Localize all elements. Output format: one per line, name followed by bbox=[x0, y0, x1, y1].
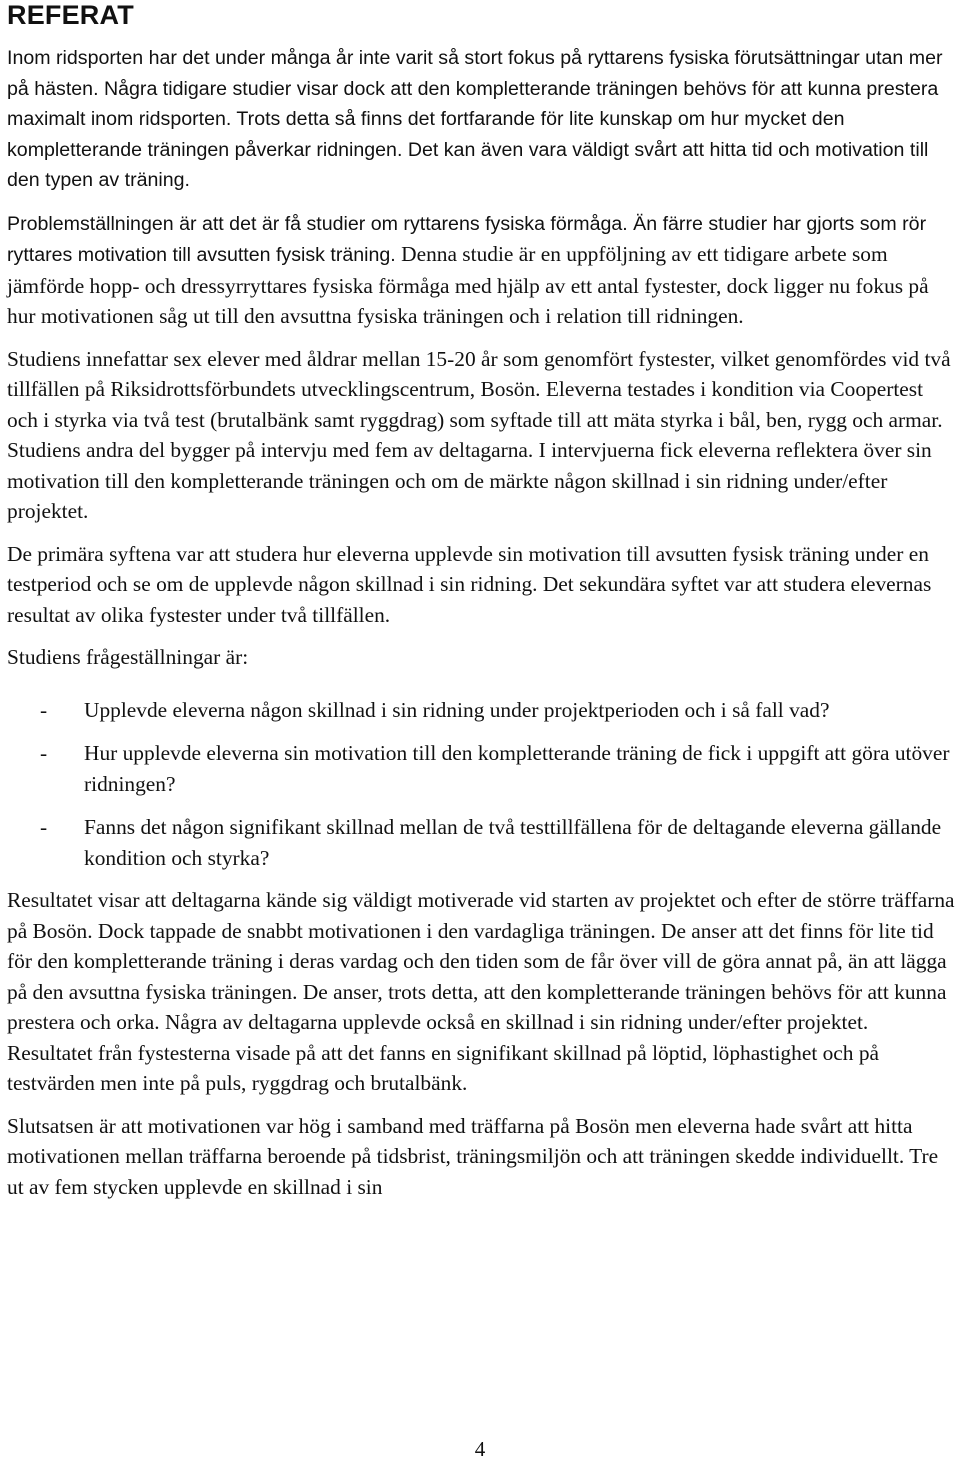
research-questions-list bbox=[7, 695, 955, 874]
research-question-text: Upplevde eleverna någon skillnad i sin ridning under projektperioden och i så fall vad? bbox=[84, 697, 830, 722]
paragraph-background-line-2: Några tidigare studier visar dock att den kompletterande träningen behövs för att kunna prestera maximalt inom ridsporten. bbox=[7, 77, 939, 130]
paragraph-problem bbox=[7, 208, 955, 332]
list-dash: - bbox=[40, 697, 48, 722]
document-page bbox=[7, 0, 955, 1202]
research-question bbox=[7, 695, 955, 726]
questions-intro: Studiens frågeställningar är: bbox=[7, 645, 249, 669]
research-question bbox=[7, 738, 955, 799]
list-dash: - bbox=[40, 815, 48, 839]
paragraph-background-line-1: Inom ridsporten har det under många år inte varit så stort fokus på ryttarens fysiska förutsättningar utan mer på hästen. bbox=[7, 47, 943, 100]
abstract-heading: REFERAT bbox=[7, 0, 134, 30]
research-question-text: Fanns det någon signifikant skillnad mellan de två testtillfällena för de deltagande eleverna gällande kondition och styrka? bbox=[84, 815, 942, 870]
paragraph-problem-sans: Problemställningen är att det är få studier om ryttarens fysiska förmåga. Än färre studier har gjorts som rör ryttares motivation till avsutten fysisk träning. bbox=[7, 212, 927, 266]
list-dash: - bbox=[40, 741, 48, 765]
paragraph-conclusion: Slutsatsen är att motivationen var hög i samband med träffarna på Bosön men eleverna hade svårt att hitta motivationen mellan träffarna beroende på tidsbrist, träningsmiljön och att träningen skedde individuellt. Tre ut av fem stycken upplevde en skillnad i sin bbox=[7, 1113, 939, 1199]
paragraph-background bbox=[7, 43, 955, 196]
paragraph-results: Resultatet visar att deltagarna kände sig väldigt motiverade vid starten av projektet och efter de större träffarna på Bosön. Dock tappade de snabbt motivationen i den vardagliga träningen. De anser att det finns för lite tid för den kompletterande träning i deras vardag och den tiden som de får över vill de göra annat på, än att lägga på den avsuttna fysiska träningen. De anser, trots detta, att den kompletterande träningen behövs för att kunna prestera och orka. Några av deltagarna upplevde också en skillnad i sin ridning under/efter projektet. Resultatet från fystesterna visade på att det fanns en signifikant skillnad på löptid, löphastighet och på testvärden men inte på puls, ryggdrag och brutalbänk. bbox=[7, 888, 955, 1095]
page-number: 4 bbox=[474, 1437, 486, 1461]
paragraph-background-rest: Trots detta så finns det fortfarande för lite kunskap om hur mycket den kompletterande träningen påverkar ridningen. Det kan även vara väldigt svårt att hitta tid och motivation till den typen av träning. bbox=[7, 108, 929, 191]
research-question bbox=[7, 812, 955, 873]
paragraph-problem-serif: Denna studie är en uppföljning av ett tidigare arbete som jämförde hopp- och dressyrryttares fysiska förmåga med hjälp av ett antal fystester, dock ligger nu fokus på hur motivationen såg ut till den avsuttna fysiska träningen och i relation till ridningen. bbox=[7, 242, 929, 328]
paragraph-purpose: De primära syftena var att studera hur eleverna upplevde sin motivation till avsutten fysisk träning under en testperiod och se om de upplevde någon skillnad i sin ridning. Det sekundära syftet var att studera elevernas resultat av olika fystester under två tillfällen. bbox=[7, 541, 932, 627]
paragraph-method: Studiens innefattar sex elever med åldrar mellan 15-20 år som genomfört fystester, vilket genomfördes vid två tillfällen på Riksidrottsförbundets utvecklingscentrum, Bosön. Eleverna testades i kondition via Coopertest och i styrka via två test (brutalbänk samt ryggdrag) som syftade till att mäta styrka i bål, ben, rygg och armar. Studiens andra del bygger på intervju med fem av deltagarna. I intervjuerna fick eleverna reflektera över sin motivation till den kompletterande träningen och om de märkte någon skillnad i sin ridning under/efter projektet. bbox=[7, 346, 951, 523]
research-question-text: Hur upplevde eleverna sin motivation till den kompletterande träning de fick i uppgift att göra utöver ridningen? bbox=[84, 741, 950, 796]
